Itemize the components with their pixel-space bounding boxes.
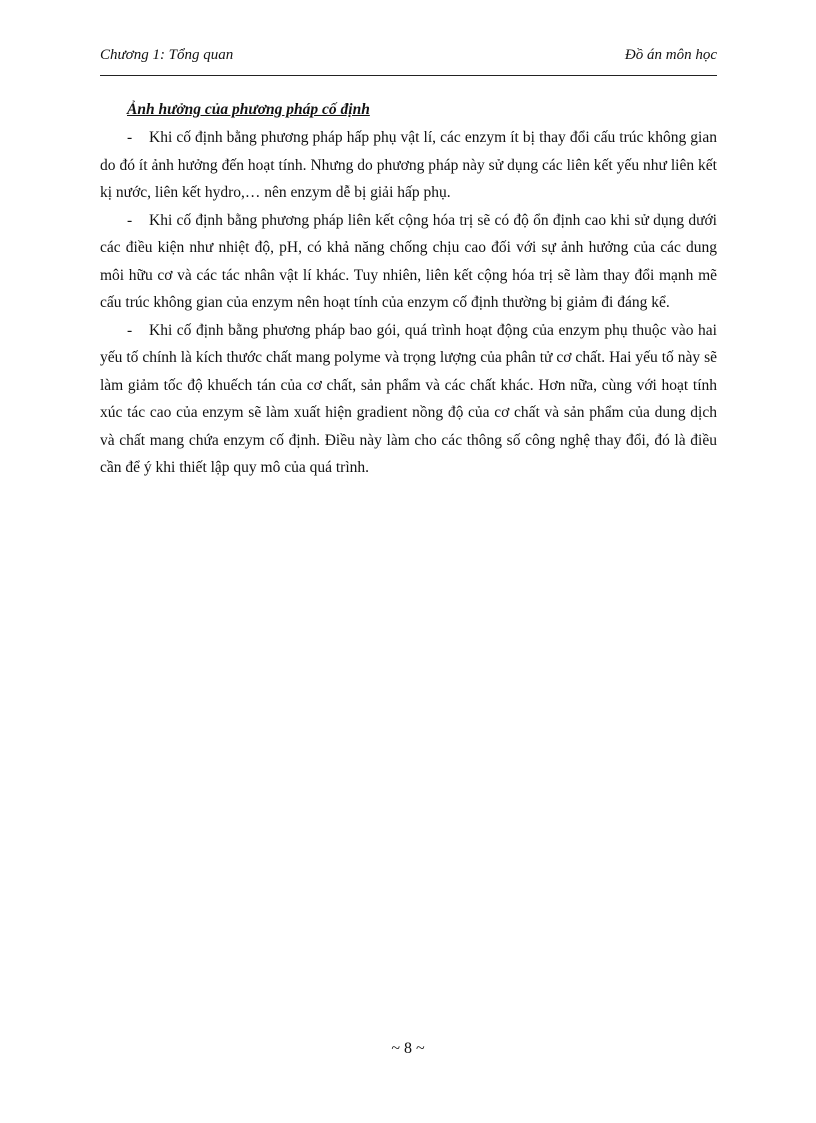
list-bullet: -	[127, 321, 133, 339]
document-type: Đồ án môn học	[624, 47, 717, 63]
list-bullet: -	[127, 129, 133, 146]
paragraph-covalent	[100, 207, 717, 317]
paragraph-encapsulation	[100, 317, 717, 482]
section-heading: Ảnh hưởng của phương pháp cố định	[127, 101, 370, 118]
page-number: ~ 8 ~	[391, 1040, 425, 1057]
page-body	[100, 99, 717, 482]
paragraph-text: Khi cố định bằng phương pháp hấp phụ vật lí, các enzym ít bị thay đổi cấu trúc không gian do đó ít ảnh hưởng đến hoạt tính. Nhưng do phương pháp này sử dụng các liên kết yếu như liên kết kị nước, liên kết hydro,… nên enzym dễ bị giải hấp phụ.	[100, 129, 717, 201]
paragraph-text: Khi cố định bằng phương pháp bao gói, quá trình hoạt động của enzym phụ thuộc vào hai yếu tố chính là kích thước chất mang polyme và trọng lượng của phân tử cơ chất. Hai yếu tố này sẽ làm giảm tốc độ khuếch tán của cơ chất, sản phẩm và các chất khác. Hơn nữa, cùng với hoạt tính xúc tác cao của enzym sẽ làm xuất hiện gradient nồng độ của cơ chất và sản phẩm của dung dịch và chất mang chứa enzym cố định. Điều này làm cho các thông số công nghệ thay đổi, đó là điều cần để ý khi thiết lập quy mô của quá trình.	[100, 321, 717, 476]
chapter-title: Chương 1: Tổng quan	[100, 47, 234, 63]
paragraph-adsorption	[100, 124, 717, 207]
list-bullet: -	[127, 211, 133, 229]
header-divider	[100, 75, 717, 76]
page-header	[100, 47, 717, 69]
paragraph-text: Khi cố định bằng phương pháp liên kết cộng hóa trị sẽ có độ ổn định cao khi sử dụng dưới các điều kiện như nhiệt độ, pH, có khả năng chống chịu cao đối với sự ảnh hưởng của các dung môi hữu cơ và các tác nhân vật lí khác. Tuy nhiên, liên kết cộng hóa trị sẽ làm thay đổi mạnh mẽ cấu trúc không gian của enzym nên hoạt tính của enzym cố định thường bị giảm đi đáng kể.	[100, 211, 717, 311]
